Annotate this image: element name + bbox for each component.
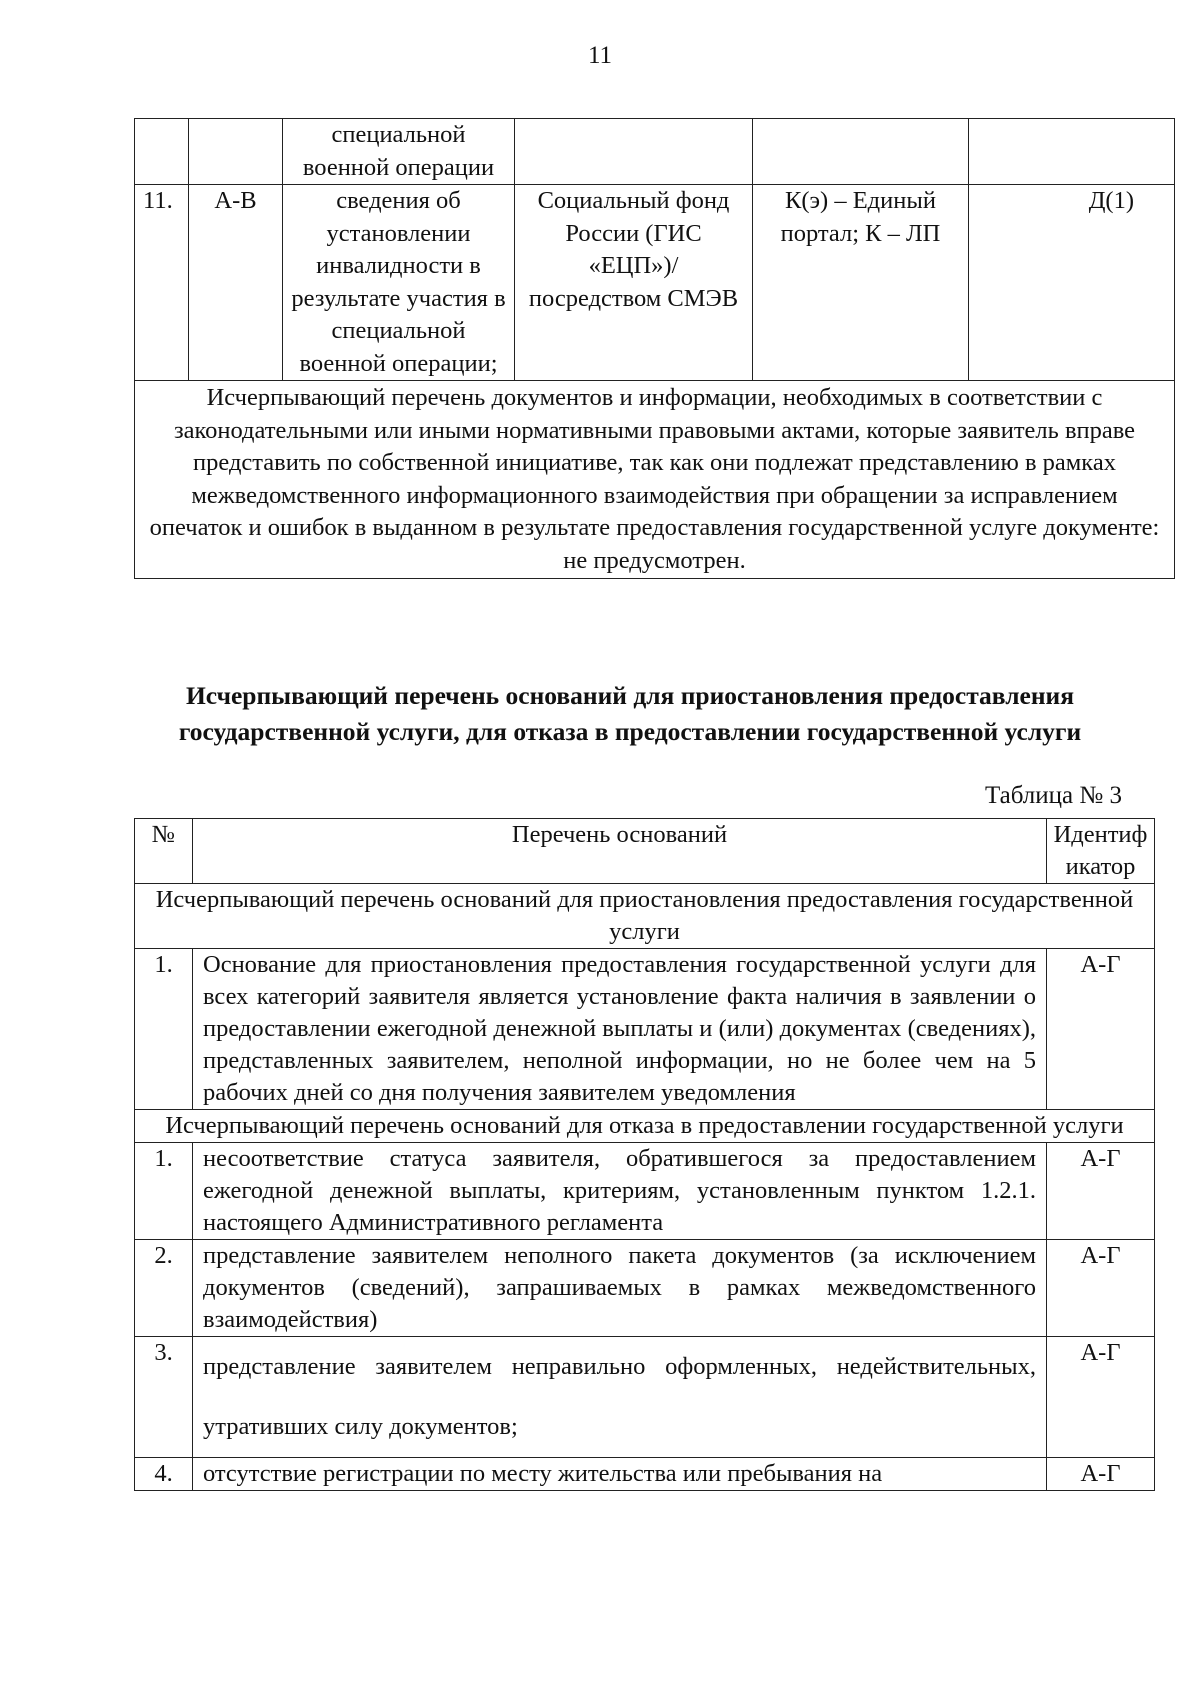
cell-source [515, 119, 753, 185]
cell-number: 1. [135, 949, 193, 1110]
refusal-heading: Исчерпывающий перечень оснований для отказа в предоставлении государственной услуги [135, 1110, 1155, 1143]
cell-number: 1. [135, 1143, 193, 1240]
cell-text: представление заявителем неполного пакета документов (за исключением документов (сведений), запрашиваемых в рамках межведомственного взаимодействия) [193, 1240, 1047, 1337]
cell-identifier: Д(1) [969, 185, 1175, 381]
documents-table [134, 118, 1175, 579]
cell-text: представление заявителем неправильно оформленных, недействительных, утративших силу документов; [193, 1337, 1047, 1458]
cell-text: отсутствие регистрации по месту жительства или пребывания на [193, 1458, 1047, 1491]
table-row [135, 1143, 1155, 1240]
cell-method [753, 119, 969, 185]
cell-text: несоответствие статуса заявителя, обратившегося за предоставлением ежегодной денежной выплаты, критериям, установленным пунктом 1.2.1. настоящего Административного регламента [193, 1143, 1047, 1240]
page-number: 11 [587, 42, 613, 69]
table-row-continuation [135, 119, 1175, 185]
cell-document: сведения об установлении инвалидности в результате участия в специальной военной операции; [283, 185, 515, 381]
cell-identifier: А-Г [1047, 1458, 1155, 1491]
section-row [135, 884, 1155, 949]
section-row [135, 1110, 1155, 1143]
table-note-row [135, 381, 1175, 579]
suspension-heading: Исчерпывающий перечень оснований для приостановления предоставления государственной услуги [135, 884, 1155, 949]
cell-identifier: А-Г [1047, 1143, 1155, 1240]
table-row [135, 185, 1175, 381]
grounds-table [134, 818, 1155, 1491]
cell-category [189, 119, 283, 185]
table-row [135, 1337, 1155, 1458]
header-identifier: Идентификатор [1047, 819, 1155, 884]
table-row [135, 1458, 1155, 1491]
table-caption: Таблица № 3 [984, 782, 1122, 809]
cell-document: специальной военной операции [283, 119, 515, 185]
cell-text: Основание для приостановления предоставления государственной услуги для всех категорий заявителя является установление факта наличия в заявлении о предоставлении ежегодной денежной выплаты и (или) документах (сведениях), представленных заявителем, неполной информации, но не более чем на 5 рабочих дней со дня получения заявителем уведомления [193, 949, 1047, 1110]
header-grounds: Перечень оснований [193, 819, 1047, 884]
cell-category: А-В [189, 185, 283, 381]
cell-identifier: А-Г [1047, 1240, 1155, 1337]
cell-source: Социальный фонд России (ГИС «ЕЦП»)/ посредством СМЭВ [515, 185, 753, 381]
cell-number [135, 119, 189, 185]
table-row [135, 949, 1155, 1110]
cell-number: 2. [135, 1240, 193, 1337]
cell-identifier [969, 119, 1175, 185]
cell-number: 11. [135, 185, 189, 381]
table-row [135, 1240, 1155, 1337]
cell-number: 3. [135, 1337, 193, 1458]
cell-method: К(э) – Единый портал; К – ЛП [753, 185, 969, 381]
section-heading: Исчерпывающий перечень оснований для приостановления предоставления государственной услуги, для отказа в предоставлении государственной услуги [178, 681, 1082, 746]
cell-identifier: А-Г [1047, 949, 1155, 1110]
table-header-row [135, 819, 1155, 884]
cell-identifier: А-Г [1047, 1337, 1155, 1458]
table-note: Исчерпывающий перечень документов и информации, необходимых в соответствии с законодательными или иными нормативными правовыми актами, которые заявитель вправе представить по собственной инициативе, так как они подлежат представлению в рамках межведомственного информационного взаимодействия при обращении за исправлением опечаток и ошибок в выданном в результате предоставления государственной услуге документе: не предусмотрен. [135, 381, 1175, 579]
cell-number: 4. [135, 1458, 193, 1491]
header-number: № [135, 819, 193, 884]
